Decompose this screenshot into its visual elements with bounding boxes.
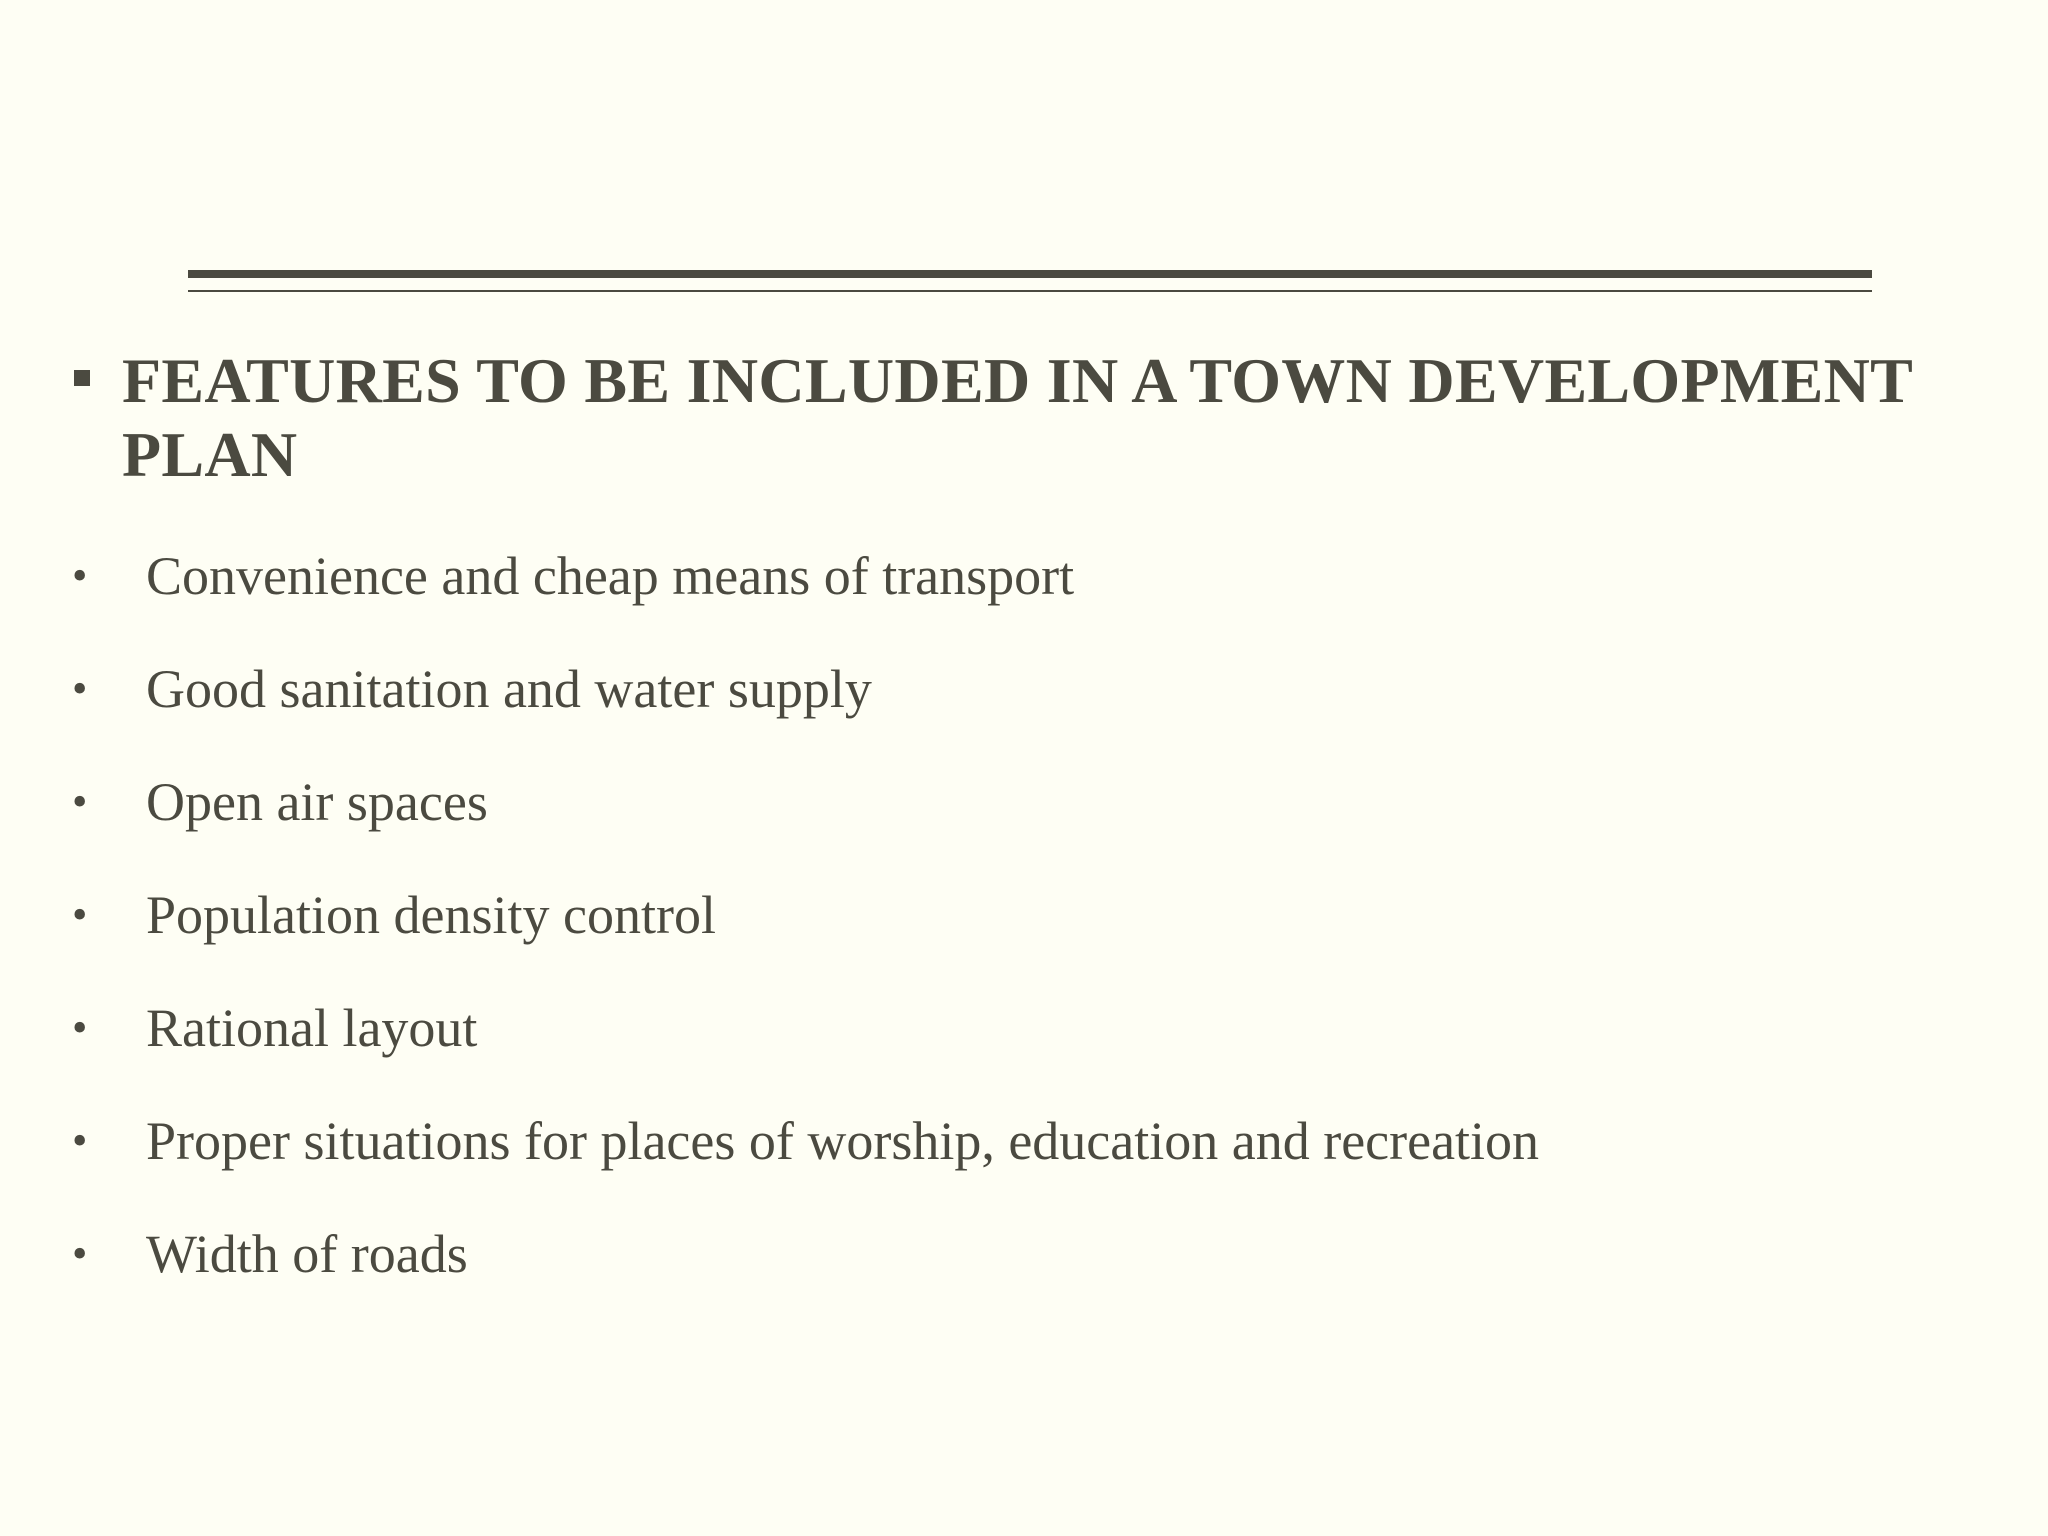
bullet-icon: • [72, 890, 88, 939]
bullet-icon: • [72, 1116, 88, 1165]
title-rule-thin [188, 290, 1872, 292]
slide-heading: FEATURES TO BE INCLUDED IN A TOWN DEVELOPMENT PLAN [122, 345, 1912, 490]
list-item [72, 883, 1972, 996]
title-rule-thick [188, 270, 1872, 278]
list-item-label: Good sanitation and water supply [146, 659, 872, 719]
list-item-label: Open air spaces [146, 772, 488, 832]
list-item-label: Population density control [146, 885, 716, 945]
list-item [72, 1222, 1972, 1335]
list-item-label: Width of roads [146, 1224, 468, 1284]
list-item-label: Proper situations for places of worship, education and recreation [146, 1111, 1540, 1171]
feature-list [72, 544, 1972, 1335]
bullet-icon: • [72, 1003, 88, 1052]
bullet-icon: • [72, 551, 88, 600]
list-item [72, 996, 1972, 1109]
list-item [72, 770, 1972, 883]
bullet-icon: • [72, 664, 88, 713]
bullet-icon: • [72, 1229, 88, 1278]
list-item [72, 544, 1972, 657]
heading-block [72, 344, 2012, 492]
list-item-label: Convenience and cheap means of transport [146, 546, 1075, 606]
square-bullet-icon [74, 370, 90, 386]
bullet-icon: • [72, 777, 88, 826]
list-item [72, 1109, 1972, 1222]
list-item-label: Rational layout [146, 998, 478, 1058]
list-item [72, 657, 1972, 770]
